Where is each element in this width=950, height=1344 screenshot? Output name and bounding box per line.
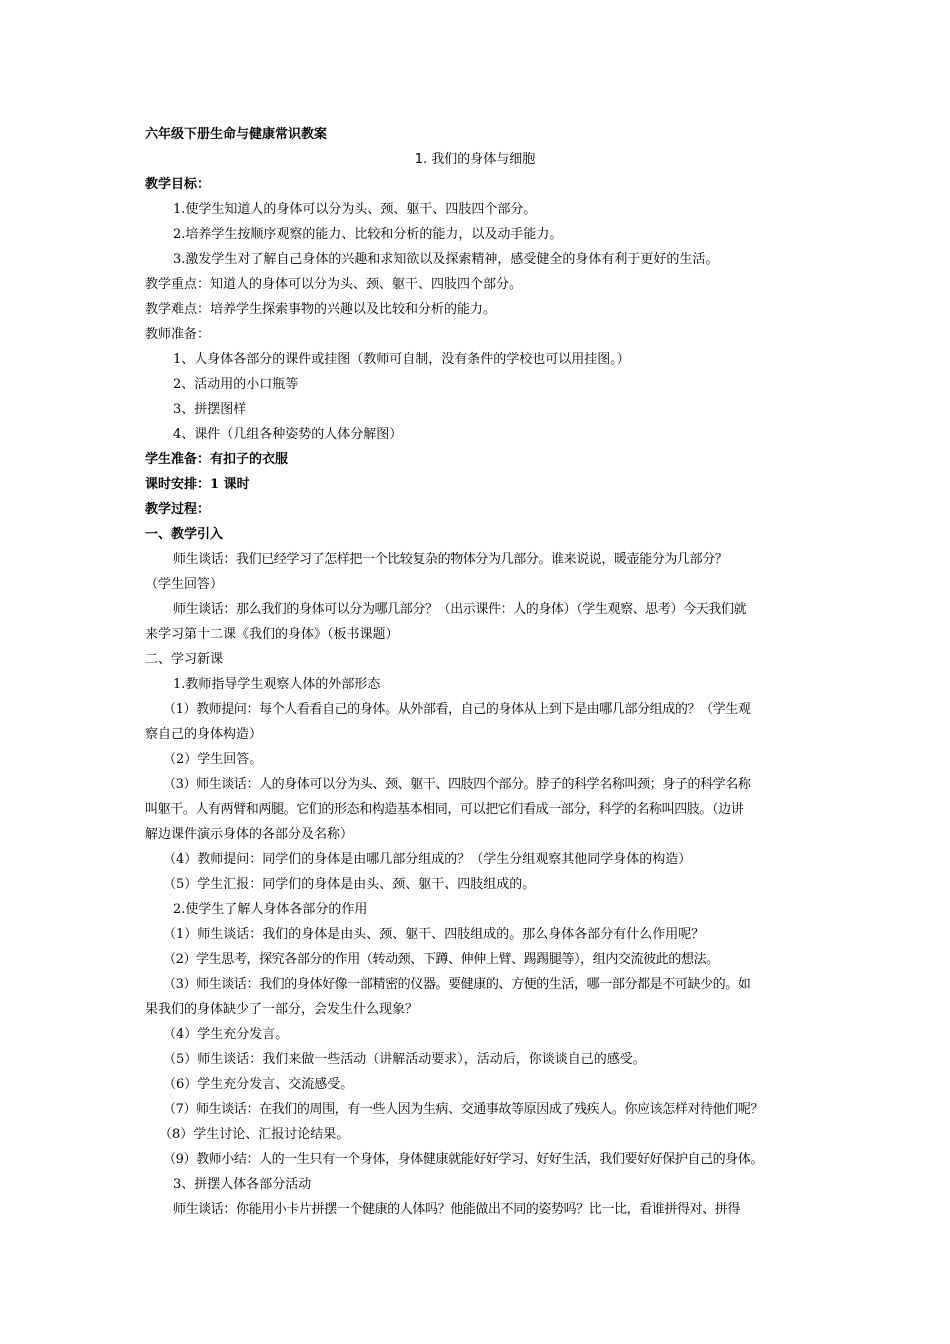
part2-heading: 2.使学生了解人身体各部分的作用 [173,902,368,917]
paragraph-line: （学生回答） [145,577,224,592]
teacher-prep-item: 1、人身体各部分的课件或挂图（教师可自制，没有条件的学校也可以用挂图。） [173,352,630,367]
paragraph-line: （9）教师小结：人的一生只有一个身体，身体健康就能好好学习、好好生活，我们要好好保护自己的身体。 [163,1152,764,1167]
schedule: 课时安排：1 课时 [145,477,250,492]
paragraph-line: 来学习第十二课《我们的身体》（板书课题） [145,627,399,642]
paragraph-line: （6）学生充分发言、交流感受。 [163,1077,354,1092]
document-page [145,122,805,1222]
teacher-prep-item: 2、活动用的小口瓶等 [173,377,299,392]
goal-item: 2.培养学生按顺序观察的能力、比较和分析的能力，以及动手能力。 [173,227,563,242]
section1-heading: 一、教学引入 [145,527,224,542]
teacher-prep-item: 3、拼摆图样 [173,402,247,417]
paragraph-line: （7）师生谈话：在我们的周围，有一些人因为生病、交通事故等原因成了残疾人。你应该怎样对待他们呢？ [163,1102,764,1117]
goal-item: 3.激发学生对了解自己身体的兴趣和求知欲以及探索精神，感受健全的身体有利于更好的生活。 [173,252,719,267]
paragraph-line: （2）学生思考，探究各部分的作用（转动颈、下蹲、伸伸上臂、踢踢腿等），组内交流彼此的想法。 [163,952,719,967]
paragraph-line: 师生谈话：那么我们的身体可以分为哪几部分？（出示课件：人的身体）（学生观察、思考）今天我们就 [173,602,747,617]
paragraph-line: （8）学生讨论、汇报讨论结果。 [159,1127,350,1142]
difficulty: 教学难点：培养学生探索事物的兴趣以及比较和分析的能力。 [145,302,497,317]
paragraph-line: （1）教师提问：每个人看看自己的身体。从外部看，自己的身体从上到下是由哪几部分组成的？（学生观 [163,702,751,717]
paragraph-line: （5）学生汇报：同学们的身体是由头、颈、躯干、四肢组成的。 [163,877,536,892]
paragraph-line: （5）师生谈话：我们来做一些活动（讲解活动要求），活动后，你谈谈自己的感受。 [163,1052,646,1067]
part3-heading: 3、拼摆人体各部分活动 [173,1177,312,1192]
paragraph-line: （4）教师提问：同学们的身体是由哪几部分组成的？（学生分组观察其他同学身体的构造） [163,852,692,867]
paragraph-line: 师生谈话：我们已经学习了怎样把一个比较复杂的物体分为几部分。谁来说说，暖壶能分为几部分？ [173,552,728,567]
lesson-title: 1. 我们的身体与细胞 [414,152,536,167]
paragraph-line: 察自己的身体构造） [145,727,263,742]
part1-heading: 1.教师指导学生观察人体的外部形态 [173,677,381,692]
paragraph-line: 师生谈话：你能用小卡片拼摆一个健康的人体吗？他能做出不同的姿势吗？比一比，看谁拼得对、拼得 [173,1202,741,1217]
paragraph-line: （1）师生谈话：我们的身体是由头、颈、躯干、四肢组成的。那么身体各部分有什么作用呢？ [163,927,705,942]
paragraph-line: （2）学生回答。 [163,752,263,767]
paragraph-line: （3）师生谈话：人的身体可以分为头、颈、躯干、四肢四个部分。脖子的科学名称叫颈；身子的科学名称 [163,777,751,792]
process-heading: 教学过程： [145,502,211,517]
goal-item: 1.使学生知道人的身体可以分为头、颈、躯干、四肢四个部分。 [173,202,537,217]
section2-heading: 二、学习新课 [145,652,224,667]
teacher-prep-heading: 教师准备： [145,327,211,342]
goals-heading: 教学目标： [145,177,211,192]
paragraph-line: （3）师生谈话：我们的身体好像一部精密的仪器。要健康的、方便的生活，哪一部分都是不可缺少的。如 [163,977,751,992]
paragraph-line: （4）学生充分发言。 [163,1027,289,1042]
doc-title: 六年级下册生命与健康常识教案 [145,127,328,142]
paragraph-line: 解边课件演示身体的各部分及名称） [145,827,354,842]
teacher-prep-item: 4、课件（几组各种姿势的人体分解图） [173,427,403,442]
paragraph-line: 果我们的身体缺少了一部分，会发生什么现象？ [145,1002,419,1017]
paragraph-line: 叫躯干。人有两臂和两腿。它们的形态和构造基本相同，可以把它们看成一部分，科学的名称叫四肢。（边讲 [145,802,744,817]
student-prep: 学生准备：有扣子的衣服 [145,452,289,467]
key-point: 教学重点：知道人的身体可以分为头、颈、躯干、四肢四个部分。 [145,277,523,292]
